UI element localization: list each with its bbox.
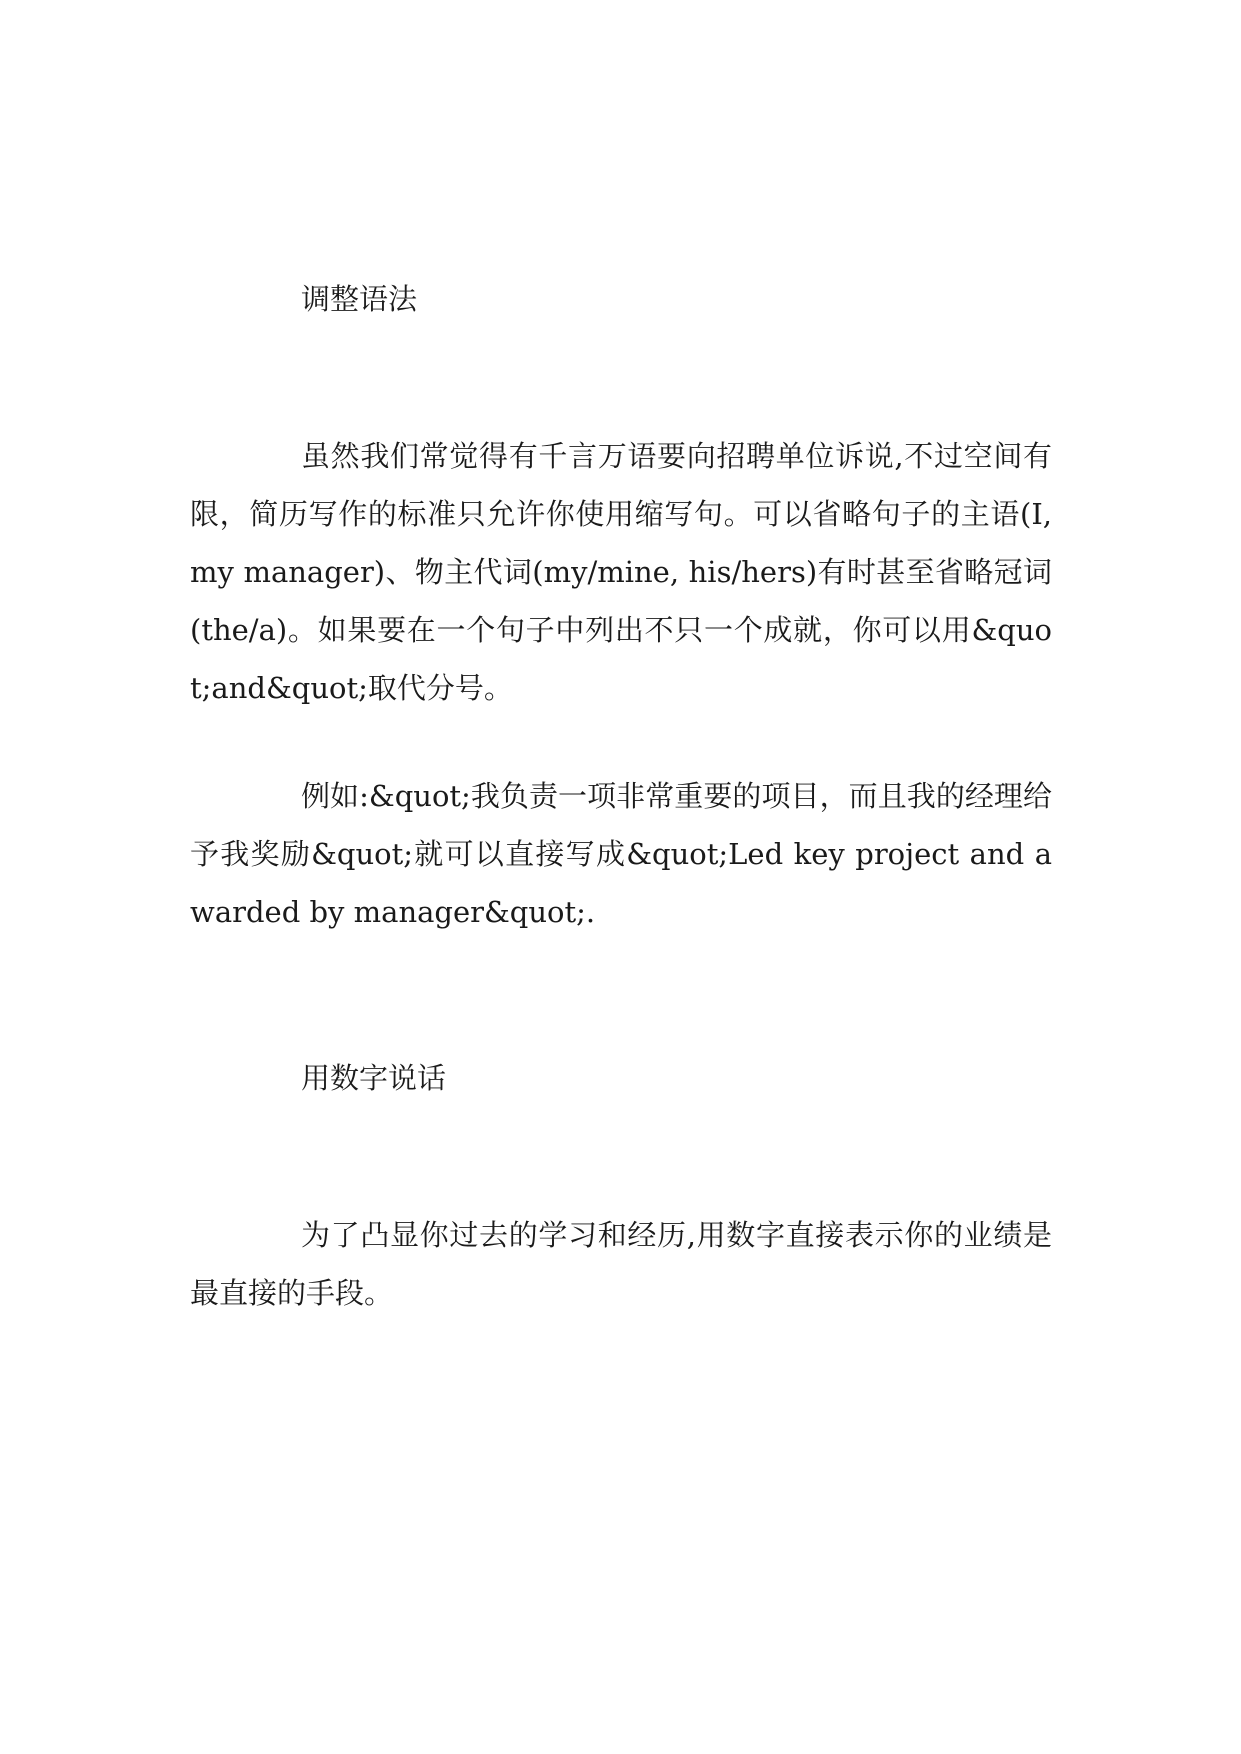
section-heading-numbers: 用数字说话	[301, 1061, 447, 1095]
paragraph-example: 例如:&quot;我负责一项非常重要的项目，而且我的经理给予我奖励&quot;就可以直接写成&quot;Led key project and awarded by manager&quot;.	[190, 779, 1052, 929]
paragraph-abbreviated-sentences: 虽然我们常觉得有千言万语要向招聘单位诉说,不过空间有限，简历写作的标准只允许你使用缩写句。可以省略句子的主语(I, my manager)、物主代词(my/mine, his/hers)有时甚至省略冠词(the/a)。如果要在一个句子中列出不只一个成就，你可以用&quot;and&quot;取代分号。	[190, 439, 1052, 705]
section-heading-grammar: 调整语法	[301, 282, 418, 316]
paragraph-use-numbers: 为了凸显你过去的学习和经历,用数字直接表示你的业绩是最直接的手段。	[190, 1218, 1052, 1310]
